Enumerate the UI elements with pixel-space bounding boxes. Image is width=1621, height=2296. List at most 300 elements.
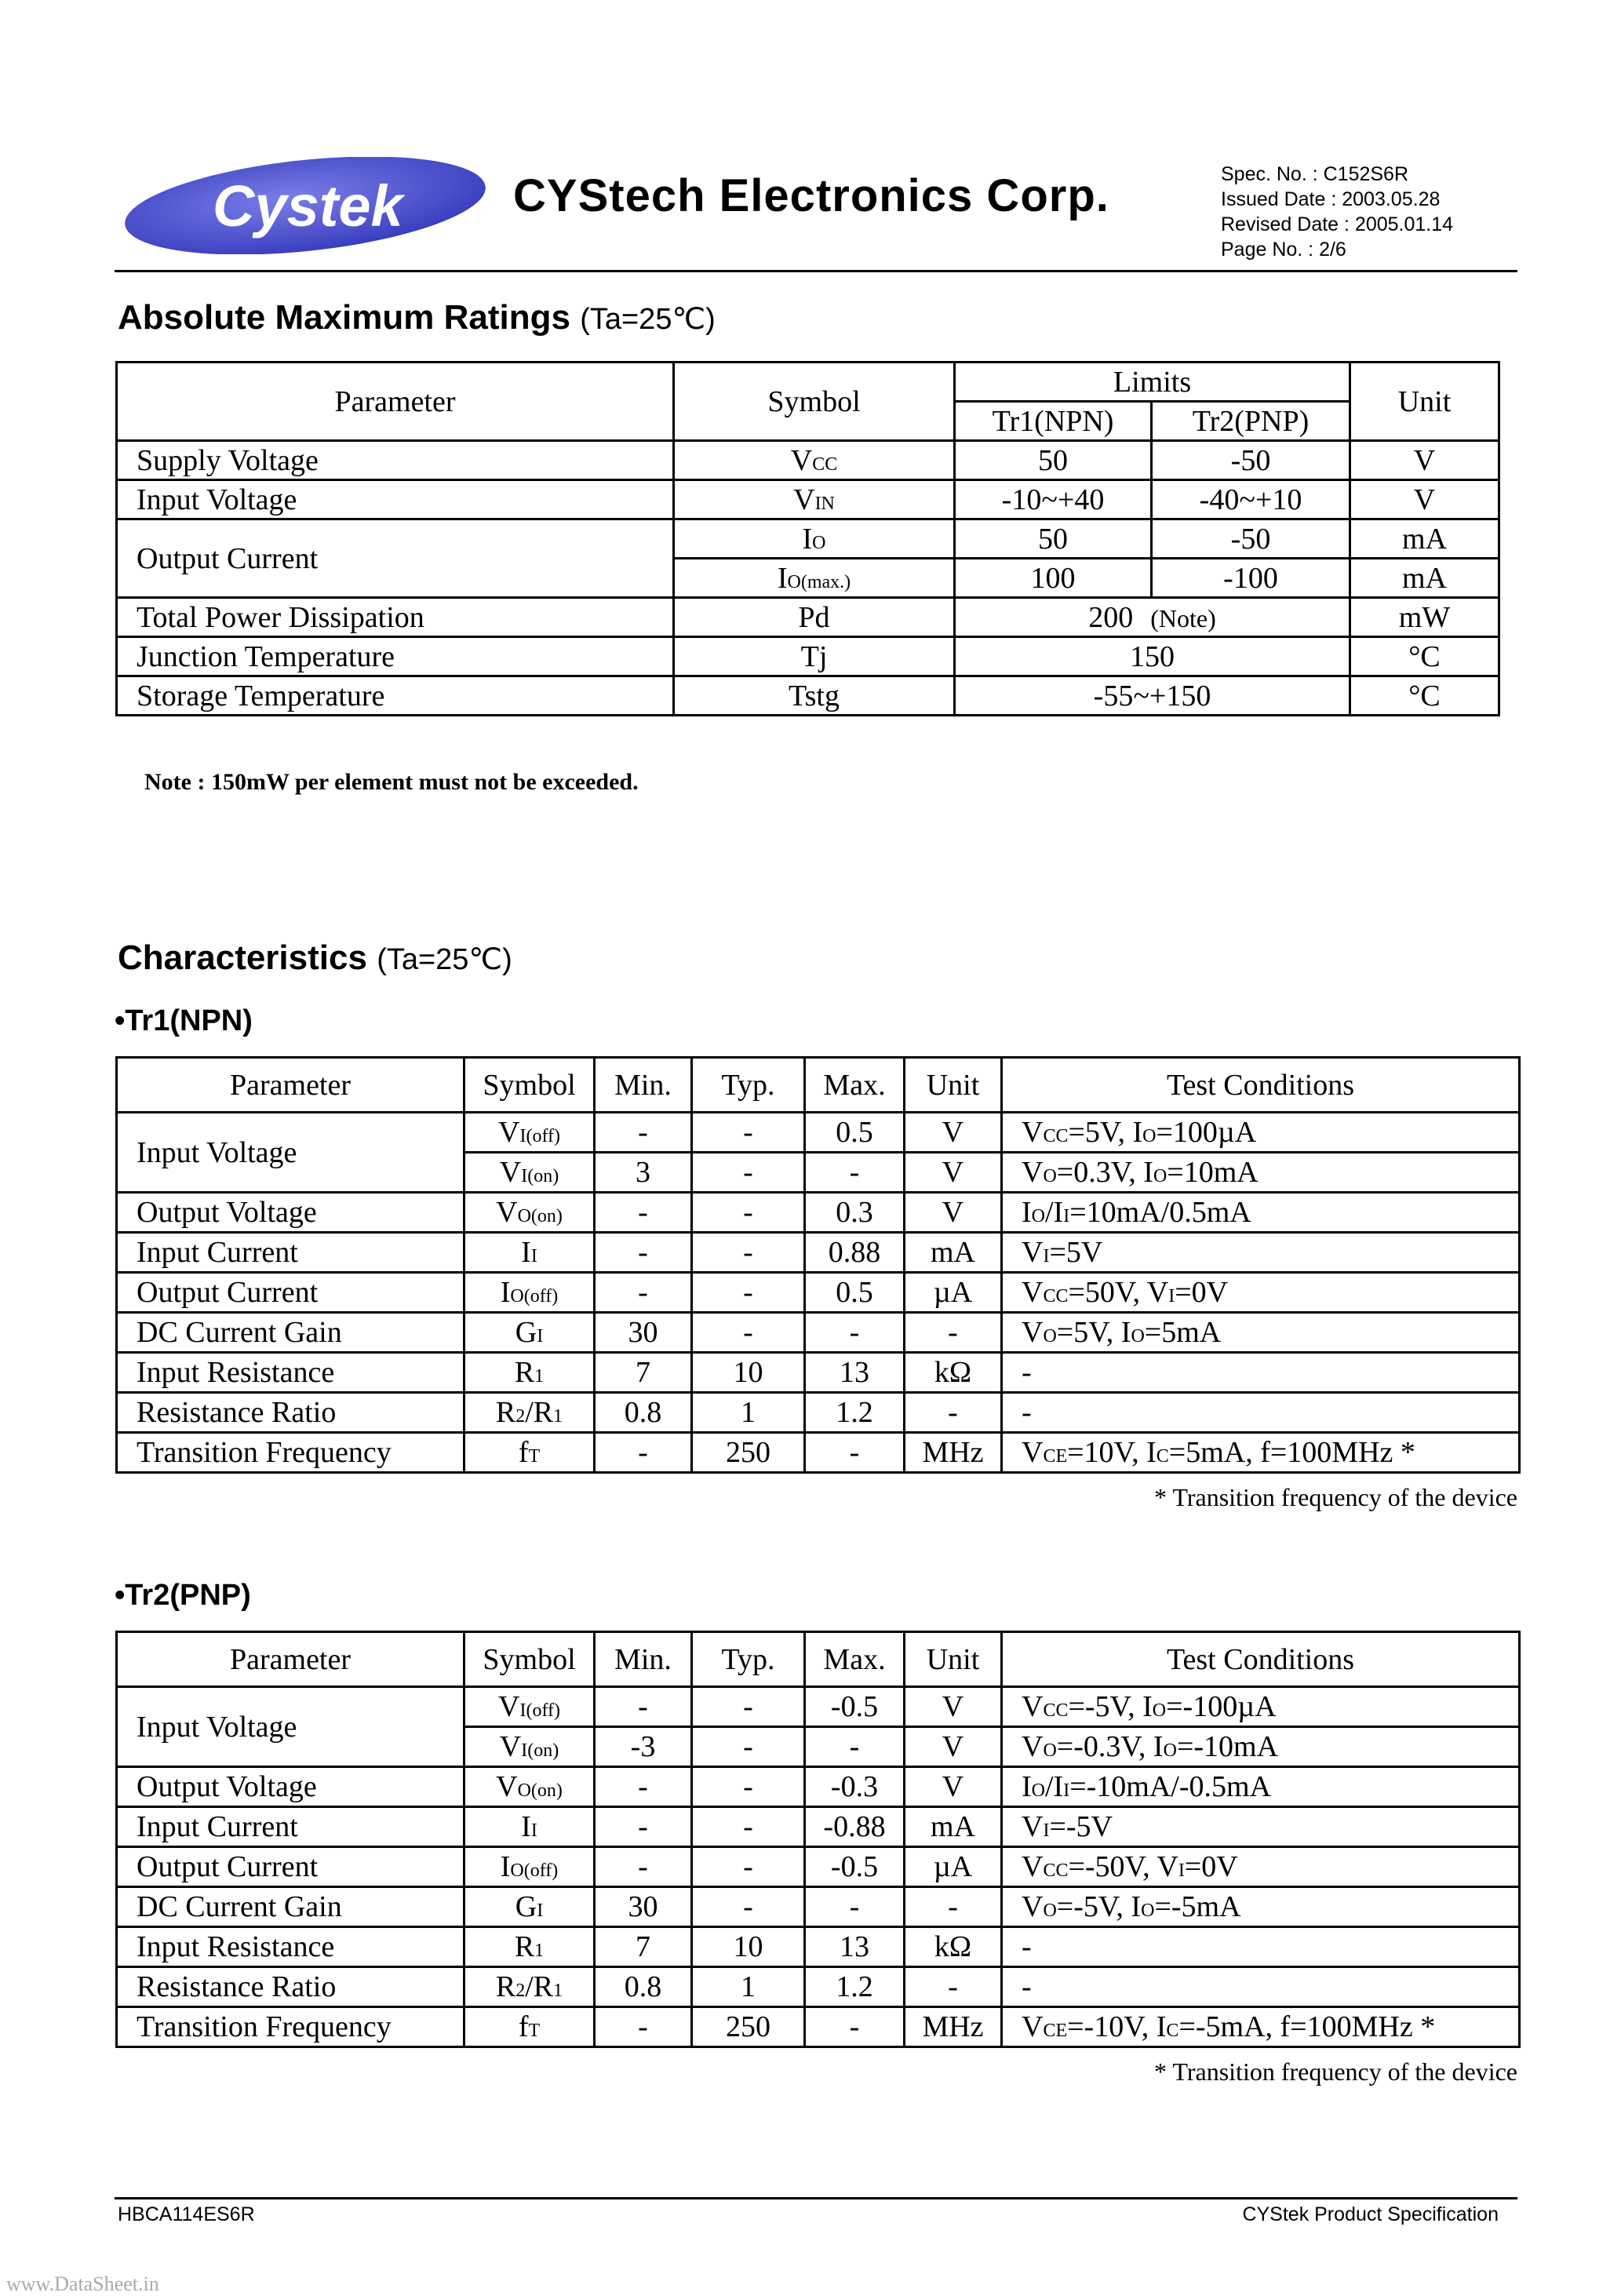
char-symbol-base: V bbox=[498, 1690, 520, 1723]
char-test-conditions bbox=[1002, 1687, 1520, 1727]
amr-unit: mA bbox=[1350, 559, 1499, 598]
char-symbol-base: I bbox=[500, 1276, 511, 1309]
condition-segment: V bbox=[1022, 1730, 1044, 1763]
char-typ: - bbox=[692, 1887, 805, 1927]
char-test-conditions bbox=[1002, 1807, 1520, 1847]
char-max: 13 bbox=[805, 1927, 905, 1967]
amr-value-text: 150 bbox=[1130, 640, 1175, 673]
amr-row bbox=[117, 637, 1499, 676]
condition-segment: V bbox=[1022, 1690, 1044, 1723]
char-symbol bbox=[464, 1193, 595, 1233]
char-param: Transition Frequency bbox=[117, 1433, 464, 1473]
char-param: DC Current Gain bbox=[117, 1313, 464, 1353]
char-min: 0.8 bbox=[595, 1967, 692, 2007]
char-test-conditions bbox=[1002, 1767, 1520, 1807]
char-test-conditions bbox=[1002, 1233, 1520, 1273]
char-test-conditions bbox=[1002, 1927, 1520, 1967]
condition-segment: CC bbox=[1043, 1860, 1069, 1881]
char-symbol-base: I bbox=[521, 1236, 531, 1269]
condition-segment: =-5V, I bbox=[1056, 1890, 1142, 1923]
char-typ: - bbox=[692, 1153, 805, 1193]
char-max: - bbox=[805, 1887, 905, 1927]
char-test-conditions bbox=[1002, 1967, 1520, 2007]
condition-segment: I bbox=[1043, 1820, 1050, 1841]
char-unit: V bbox=[905, 1687, 1002, 1727]
char-header-cell: Min. bbox=[595, 1632, 692, 1687]
footer-part-number: HBCA114ES6R bbox=[118, 2203, 255, 2225]
char-max: - bbox=[805, 1153, 905, 1193]
condition-segment: O bbox=[1043, 1901, 1057, 1921]
char-symbol-sub: I(off) bbox=[519, 1126, 560, 1146]
char-symbol bbox=[464, 1927, 595, 1967]
condition-segment: O bbox=[1153, 1166, 1167, 1186]
char-max: 1.2 bbox=[805, 1393, 905, 1433]
char-test-conditions bbox=[1002, 1313, 1520, 1353]
char-row bbox=[117, 1393, 1520, 1433]
char-max: 0.5 bbox=[805, 1113, 905, 1153]
char-test-conditions bbox=[1002, 1887, 1520, 1927]
condition-segment: =5mA bbox=[1144, 1316, 1222, 1349]
char-symbol bbox=[464, 1273, 595, 1313]
char-typ: - bbox=[692, 1807, 805, 1847]
amr-symbol-base: I bbox=[802, 522, 813, 556]
amr-symbol bbox=[674, 519, 955, 559]
char-symbol-sub: I bbox=[530, 1246, 537, 1266]
tr2-title: •Tr2(PNP) bbox=[115, 1579, 251, 1612]
char-typ: - bbox=[692, 1687, 805, 1727]
char-row bbox=[117, 1113, 1520, 1153]
amr-param: Input Voltage bbox=[117, 480, 674, 519]
condition-segment: I bbox=[1022, 1770, 1032, 1803]
amr-header-limits: Limits bbox=[955, 363, 1350, 402]
amr-title-text: Absolute Maximum Ratings bbox=[118, 298, 570, 337]
char-symbol-base: V bbox=[496, 1196, 518, 1229]
char-test-conditions bbox=[1002, 1193, 1520, 1233]
amr-header-unit: Unit bbox=[1350, 363, 1499, 441]
char-row bbox=[117, 1193, 1520, 1233]
amr-symbol bbox=[674, 480, 955, 519]
condition-segment: I bbox=[1178, 1860, 1185, 1881]
char-min: -3 bbox=[595, 1727, 692, 1767]
amr-tr2-value: -50 bbox=[1152, 441, 1350, 480]
logo-text: Cystek bbox=[213, 173, 403, 239]
char-typ: 1 bbox=[692, 1393, 805, 1433]
tr2-footnote: * Transition frequency of the device bbox=[1154, 2057, 1517, 2086]
char-max: - bbox=[805, 1313, 905, 1353]
revised-date: Revised Date : 2005.01.14 bbox=[1221, 213, 1454, 235]
amr-tr1-value: 100 bbox=[955, 559, 1152, 598]
condition-segment: - bbox=[1022, 1930, 1032, 1963]
char-param: Input Resistance bbox=[117, 1927, 464, 1967]
amr-symbol-base: Tj bbox=[800, 640, 828, 673]
amr-symbol-base: V bbox=[793, 483, 815, 516]
char-test-conditions bbox=[1002, 1727, 1520, 1767]
char-max: 1.2 bbox=[805, 1967, 905, 2007]
company-name: CYStech Electronics Corp. bbox=[513, 170, 1109, 221]
amr-tr2-value: -40~+10 bbox=[1152, 480, 1350, 519]
condition-segment: CC bbox=[1043, 1286, 1069, 1307]
char-unit: MHz bbox=[905, 1433, 1002, 1473]
amr-symbol-base: Pd bbox=[798, 600, 830, 634]
char-row bbox=[117, 1313, 1520, 1353]
condition-segment: V bbox=[1022, 1810, 1044, 1843]
char-header-cell: Symbol bbox=[464, 1058, 595, 1113]
amr-param: Supply Voltage bbox=[117, 441, 674, 480]
char-typ: 10 bbox=[692, 1353, 805, 1393]
amr-body bbox=[117, 441, 1499, 716]
char-unit: - bbox=[905, 1967, 1002, 2007]
condition-segment: O bbox=[1043, 1740, 1057, 1761]
char-typ: 1 bbox=[692, 1967, 805, 2007]
condition-segment: C bbox=[1156, 1446, 1169, 1467]
char-header-cell: Test Conditions bbox=[1002, 1632, 1520, 1687]
amr-header-tr1: Tr1(NPN) bbox=[955, 402, 1152, 441]
amr-param: Storage Temperature bbox=[117, 676, 674, 716]
char-symbol-sub: O(off) bbox=[510, 1860, 559, 1881]
amr-param: Total Power Dissipation bbox=[117, 598, 674, 637]
condition-segment: O bbox=[1031, 1780, 1045, 1801]
char-symbol-sub: 2 bbox=[515, 1406, 526, 1427]
page-number: Page No. : 2/6 bbox=[1221, 239, 1346, 261]
amr-symbol-base: Tstg bbox=[789, 679, 840, 712]
amr-unit: °C bbox=[1350, 637, 1499, 676]
condition-segment: /I bbox=[1045, 1770, 1064, 1803]
char-symbol-base: I bbox=[500, 1850, 511, 1883]
char-header-cell: Max. bbox=[805, 1632, 905, 1687]
char-header-cell: Parameter bbox=[117, 1058, 464, 1113]
char-symbol-base: V bbox=[499, 1156, 522, 1189]
char-typ: - bbox=[692, 1727, 805, 1767]
condition-segment: V bbox=[1022, 2010, 1044, 2043]
char-symbol-sub: I bbox=[537, 1326, 544, 1347]
char-test-conditions bbox=[1002, 1273, 1520, 1313]
char-param: Output Voltage bbox=[117, 1193, 464, 1233]
char-symbol-base: G bbox=[515, 1890, 537, 1923]
char-header-row bbox=[117, 1058, 1520, 1113]
char-symbol bbox=[464, 1887, 595, 1927]
amr-value bbox=[955, 637, 1350, 676]
char-symbol bbox=[464, 1313, 595, 1353]
condition-segment: V bbox=[1022, 1890, 1044, 1923]
char-symbol-base: R bbox=[514, 1356, 535, 1389]
tr1-title: •Tr1(NPN) bbox=[115, 1004, 253, 1037]
condition-segment: =-5V bbox=[1049, 1810, 1113, 1843]
char-symbol bbox=[464, 1233, 595, 1273]
char-row bbox=[117, 1433, 1520, 1473]
condition-segment: V bbox=[1022, 1236, 1044, 1269]
condition-segment: V bbox=[1022, 1436, 1044, 1469]
amr-symbol-sub: IN bbox=[814, 493, 835, 514]
condition-segment: I bbox=[1063, 1780, 1070, 1801]
char-symbol bbox=[464, 2007, 595, 2047]
char-min: 30 bbox=[595, 1313, 692, 1353]
char-min: 3 bbox=[595, 1153, 692, 1193]
char-symbol-sub: T bbox=[528, 2021, 541, 2041]
char-symbol bbox=[464, 1767, 595, 1807]
char-unit: V bbox=[905, 1113, 1002, 1153]
tr2-characteristics-table bbox=[115, 1631, 1521, 2048]
char-typ: - bbox=[692, 1273, 805, 1313]
char-max: -0.3 bbox=[805, 1767, 905, 1807]
char-row bbox=[117, 1273, 1520, 1313]
char-symbol-sub: I(on) bbox=[521, 1166, 559, 1186]
char-symbol-base: R bbox=[495, 1396, 516, 1429]
absolute-max-ratings-table bbox=[115, 361, 1500, 716]
char-param: Input Current bbox=[117, 1233, 464, 1273]
condition-segment: CC bbox=[1043, 1700, 1069, 1721]
watermark: www.DataSheet.in bbox=[6, 2272, 159, 2295]
amr-header-parameter: Parameter bbox=[117, 363, 674, 441]
char-unit: µA bbox=[905, 1273, 1002, 1313]
char-unit: - bbox=[905, 1393, 1002, 1433]
amr-tr1-value: 50 bbox=[955, 441, 1152, 480]
char-min: 0.8 bbox=[595, 1393, 692, 1433]
amr-tr1-value: 50 bbox=[955, 519, 1152, 559]
char-min: 7 bbox=[595, 1927, 692, 1967]
amr-value bbox=[955, 598, 1350, 637]
char-symbol bbox=[464, 1967, 595, 2007]
condition-segment: =-10mA bbox=[1176, 1730, 1279, 1763]
char-row bbox=[117, 1687, 1520, 1727]
char-header-cell: Typ. bbox=[692, 1058, 805, 1113]
condition-segment: I bbox=[1063, 1206, 1070, 1226]
amr-symbol-base: I bbox=[777, 561, 788, 595]
amr-symbol bbox=[674, 637, 955, 676]
amr-symbol bbox=[674, 559, 955, 598]
amr-header-symbol: Symbol bbox=[674, 363, 955, 441]
char-typ: 250 bbox=[692, 1433, 805, 1473]
char-symbol-sub: I(off) bbox=[519, 1700, 560, 1721]
amr-header-tr2: Tr2(PNP) bbox=[1152, 402, 1350, 441]
char-symbol-base: f bbox=[518, 2010, 529, 2043]
condition-segment: =10mA bbox=[1167, 1156, 1259, 1189]
char-symbol bbox=[464, 1393, 595, 1433]
tr1-characteristics-table bbox=[115, 1056, 1521, 1474]
char-test-conditions bbox=[1002, 1847, 1520, 1887]
amr-symbol-sub: CC bbox=[812, 454, 838, 475]
amr-row bbox=[117, 441, 1499, 480]
condition-segment: CE bbox=[1043, 2021, 1068, 2041]
char-unit: kΩ bbox=[905, 1927, 1002, 1967]
char-unit: mA bbox=[905, 1233, 1002, 1273]
char-symbol-sub: O(on) bbox=[517, 1206, 563, 1226]
characteristics-title-text: Characteristics bbox=[118, 938, 367, 977]
char-unit: - bbox=[905, 1887, 1002, 1927]
char-header-cell: Parameter bbox=[117, 1632, 464, 1687]
amr-row bbox=[117, 519, 1499, 559]
amr-param: Junction Temperature bbox=[117, 637, 674, 676]
char-min: 7 bbox=[595, 1353, 692, 1393]
amr-tr2-value: -50 bbox=[1152, 519, 1350, 559]
char-min: - bbox=[595, 1687, 692, 1727]
amr-value-text: -55~+150 bbox=[1093, 679, 1211, 712]
condition-segment: =100µA bbox=[1156, 1116, 1257, 1149]
spec-info bbox=[1221, 162, 1453, 262]
char-unit: µA bbox=[905, 1847, 1002, 1887]
char-row bbox=[117, 1927, 1520, 1967]
char-max: -0.5 bbox=[805, 1687, 905, 1727]
char-symbol bbox=[464, 1727, 595, 1767]
characteristics-title bbox=[118, 938, 512, 978]
condition-segment: =10mA/0.5mA bbox=[1069, 1196, 1251, 1229]
char-typ: - bbox=[692, 1233, 805, 1273]
char-typ: - bbox=[692, 1193, 805, 1233]
tr1-footnote: * Transition frequency of the device bbox=[1154, 1483, 1517, 1511]
company-logo bbox=[122, 157, 488, 254]
char-symbol bbox=[464, 1353, 595, 1393]
char-test-conditions bbox=[1002, 1153, 1520, 1193]
condition-segment: CE bbox=[1043, 1446, 1068, 1467]
condition-segment: =-100µA bbox=[1166, 1690, 1277, 1723]
amr-value-text: 200 bbox=[1088, 600, 1134, 634]
condition-segment: =0.3V, I bbox=[1056, 1156, 1153, 1189]
amr-symbol-sub: O bbox=[812, 532, 826, 553]
amr-unit: mA bbox=[1350, 519, 1499, 559]
char-typ: - bbox=[692, 1113, 805, 1153]
amr-row bbox=[117, 598, 1499, 637]
char-max: 0.88 bbox=[805, 1233, 905, 1273]
char-header-cell: Min. bbox=[595, 1058, 692, 1113]
condition-segment: =-0.3V, I bbox=[1056, 1730, 1164, 1763]
char-test-conditions bbox=[1002, 1433, 1520, 1473]
char-symbol-sub: 1 bbox=[534, 1366, 545, 1387]
char-header-cell: Typ. bbox=[692, 1632, 805, 1687]
char-max: - bbox=[805, 2007, 905, 2047]
char-unit: V bbox=[905, 1727, 1002, 1767]
char-symbol-base: I bbox=[521, 1810, 531, 1843]
char-row bbox=[117, 1767, 1520, 1807]
char-header-cell: Max. bbox=[805, 1058, 905, 1113]
char-symbol bbox=[464, 1807, 595, 1847]
char-symbol-sub2: 1 bbox=[553, 1406, 563, 1427]
char-unit: V bbox=[905, 1153, 1002, 1193]
condition-segment: I bbox=[1043, 1246, 1050, 1266]
char-row bbox=[117, 1807, 1520, 1847]
char-symbol-base: V bbox=[498, 1116, 520, 1149]
header-rule bbox=[115, 270, 1517, 272]
char-symbol bbox=[464, 1687, 595, 1727]
condition-segment: O bbox=[1163, 1740, 1177, 1761]
char-symbol-base2: /R bbox=[525, 1970, 554, 2003]
char-unit: mA bbox=[905, 1807, 1002, 1847]
char-symbol-sub: 1 bbox=[534, 1941, 545, 1961]
char-symbol bbox=[464, 1113, 595, 1153]
char-symbol bbox=[464, 1847, 595, 1887]
amr-symbol bbox=[674, 676, 955, 716]
char-test-conditions bbox=[1002, 2007, 1520, 2047]
amr-unit: V bbox=[1350, 441, 1499, 480]
condition-segment: O bbox=[1043, 1326, 1057, 1347]
condition-segment: O bbox=[1141, 1901, 1155, 1921]
condition-segment: =5mA, f=100MHz * bbox=[1168, 1436, 1415, 1469]
condition-segment: - bbox=[1022, 1970, 1032, 2003]
char-test-conditions bbox=[1002, 1353, 1520, 1393]
condition-segment: =0V bbox=[1184, 1850, 1238, 1883]
char-min: - bbox=[595, 1113, 692, 1153]
char-unit: MHz bbox=[905, 2007, 1002, 2047]
char-min: 30 bbox=[595, 1887, 692, 1927]
char-param: Resistance Ratio bbox=[117, 1393, 464, 1433]
condition-segment: V bbox=[1022, 1156, 1044, 1189]
condition-segment: =-10mA/-0.5mA bbox=[1069, 1770, 1272, 1803]
char-unit: V bbox=[905, 1767, 1002, 1807]
issued-date: Issued Date : 2003.05.28 bbox=[1221, 188, 1441, 210]
char-row bbox=[117, 1887, 1520, 1927]
char-row bbox=[117, 2007, 1520, 2047]
amr-symbol-sub: O(max.) bbox=[787, 571, 851, 592]
footer-rule bbox=[115, 2197, 1517, 2199]
char-min: - bbox=[595, 1767, 692, 1807]
char-min: - bbox=[595, 2007, 692, 2047]
condition-segment: =-10V, I bbox=[1067, 2010, 1167, 2043]
char-min: - bbox=[595, 1847, 692, 1887]
condition-segment: =5V, I bbox=[1068, 1116, 1143, 1149]
char-header-cell: Symbol bbox=[464, 1632, 595, 1687]
footer-spec-label: CYStek Product Specification bbox=[1242, 2203, 1499, 2225]
amr-note: Note : 150mW per element must not be exceeded. bbox=[144, 769, 639, 795]
char-param: Output Current bbox=[117, 1273, 464, 1313]
char-symbol-sub: I bbox=[537, 1901, 544, 1921]
amr-unit: mW bbox=[1350, 598, 1499, 637]
amr-unit: V bbox=[1350, 480, 1499, 519]
char-header-cell: Unit bbox=[905, 1632, 1002, 1687]
char-header-row bbox=[117, 1632, 1520, 1687]
amr-value-note: (Note) bbox=[1150, 603, 1216, 632]
amr-title bbox=[118, 298, 716, 337]
char-unit: kΩ bbox=[905, 1353, 1002, 1393]
char-typ: - bbox=[692, 1313, 805, 1353]
char-symbol-base2: /R bbox=[525, 1396, 554, 1429]
condition-segment: O bbox=[1131, 1326, 1145, 1347]
char-typ: 250 bbox=[692, 2007, 805, 2047]
char-symbol-sub: 2 bbox=[515, 1981, 526, 2001]
condition-segment: =5V, I bbox=[1056, 1316, 1131, 1349]
amr-row bbox=[117, 676, 1499, 716]
char-test-conditions bbox=[1002, 1393, 1520, 1433]
condition-segment: V bbox=[1022, 1276, 1044, 1309]
char-symbol-sub: O(on) bbox=[517, 1780, 563, 1801]
char-max: 13 bbox=[805, 1353, 905, 1393]
char-min: - bbox=[595, 1233, 692, 1273]
char-symbol-base: G bbox=[515, 1316, 537, 1349]
amr-unit: °C bbox=[1350, 676, 1499, 716]
char-symbol-sub: T bbox=[528, 1446, 541, 1467]
condition-segment: V bbox=[1022, 1316, 1044, 1349]
char-param: Transition Frequency bbox=[117, 2007, 464, 2047]
char-max: 0.5 bbox=[805, 1273, 905, 1313]
condition-segment: O bbox=[1043, 1166, 1057, 1186]
condition-segment: =10V, I bbox=[1067, 1436, 1157, 1469]
char-max: - bbox=[805, 1433, 905, 1473]
condition-segment: C bbox=[1166, 2021, 1179, 2041]
amr-symbol bbox=[674, 598, 955, 637]
char-typ: - bbox=[692, 1847, 805, 1887]
char-symbol-base: R bbox=[514, 1930, 535, 1963]
amr-param: Output Current bbox=[117, 519, 674, 598]
char-param: Output Voltage bbox=[117, 1767, 464, 1807]
condition-segment: O bbox=[1142, 1126, 1157, 1146]
char-max: -0.88 bbox=[805, 1807, 905, 1847]
condition-segment: =5V bbox=[1049, 1236, 1103, 1269]
char-symbol-sub: I bbox=[530, 1820, 537, 1841]
condition-segment: I bbox=[1168, 1286, 1175, 1307]
char-min: - bbox=[595, 1807, 692, 1847]
characteristics-condition: (Ta=25℃) bbox=[377, 943, 512, 976]
condition-segment: =0V bbox=[1175, 1276, 1229, 1309]
char-symbol-base: V bbox=[499, 1730, 522, 1763]
char-param: Input Voltage bbox=[117, 1113, 464, 1193]
condition-segment: O bbox=[1031, 1206, 1045, 1226]
